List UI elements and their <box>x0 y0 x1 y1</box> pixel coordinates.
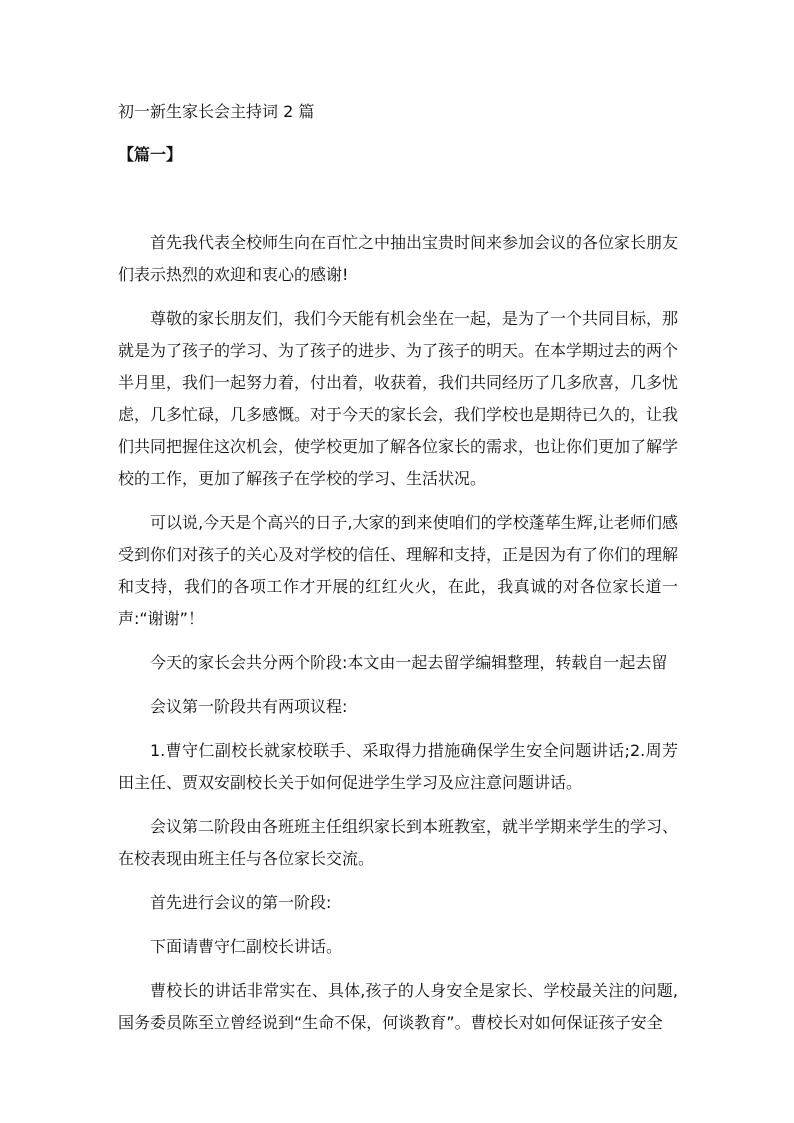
paragraph-speech-summary: 曹校长的讲话非常实在、具体,孩子的人身安全是家长、学校最关注的问题,国务委员陈至立曾经说到“生命不保，何谈教育”。曹校长对如何保证孩子安全 <box>118 981 678 1032</box>
paragraph-thanks: 可以说,今天是个高兴的日子,大家的到来使咱们的学校蓬荜生辉,让老师们感受到你们对孩子的关心及对学校的信任、理解和支持，正是因为有了你们的理解和支持，我们的各项工作才开展的红红火火，在此，我真诚的对各位家长道一声:“谢谢”！ <box>118 513 679 628</box>
paragraph-stage-two: 会议第二阶段由各班班主任组织家长到本班教室，就半学期来学生的学习、在校表现由班主任与各位家长交流。 <box>118 817 679 868</box>
paragraph-welcome: 首先我代表全校师生向在百忙之中抽出宝贵时间来参加会议的各位家长朋友们表示热烈的欢迎和衷心的感谢! <box>118 233 679 284</box>
document-title: 初一新生家长会主持词 2 篇 <box>118 102 315 121</box>
paragraph-agenda-items: 1.曹守仁副校长就家校联手、采取得力措施确保学生安全问题讲话;2.周芳田主任、贾双安副校长关于如何促进学生学习及应注意问题讲话。 <box>118 741 678 792</box>
paragraph-two-stages: 今天的家长会共分两个阶段:本文由一起去留学编辑整理，转载自一起去留 <box>150 653 668 672</box>
paragraph-stage-one-agenda: 会议第一阶段共有两项议程: <box>150 697 348 716</box>
paragraph-common-goal: 尊敬的家长朋友们，我们今天能有机会坐在一起，是为了一个共同目标，那就是为了孩子的学习、为了孩子的进步、为了孩子的明天。在本学期过去的两个半月里，我们一起努力着，付出着，收获着，我们共同经历了几多欣喜，几多忧虑，几多忙碌，几多感慨。对于今天的家长会，我们学校也是期待已久的，让我们共同把握住这次机会，使学校更加了解各位家长的需求，也让你们更加了解学校的工作，更加了解孩子在学校的学习、生活状况。 <box>118 309 679 488</box>
paragraph-begin-stage-one: 首先进行会议的第一阶段: <box>150 893 332 912</box>
paragraph-invite-speaker: 下面请曹守仁副校长讲话。 <box>150 937 343 956</box>
document-body <box>118 227 678 1051</box>
section-heading: 【篇一】 <box>118 145 183 164</box>
